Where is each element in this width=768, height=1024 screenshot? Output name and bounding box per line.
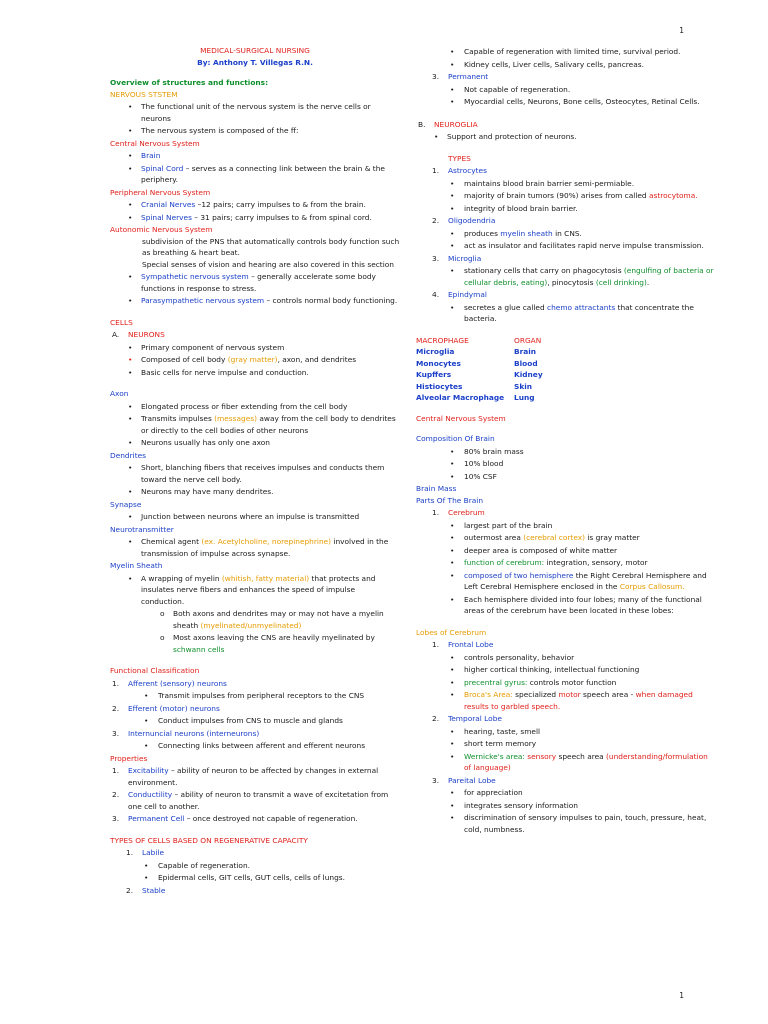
bullet-item [416, 545, 716, 557]
paragraph: subdivision of the PNS that automatically controls body function such as breathing & heart beat. [142, 236, 400, 257]
text-span: Elongated process or fiber extending from the cell body [141, 401, 348, 411]
spacer [416, 404, 716, 413]
text-span: Wernicke's area: [464, 751, 528, 761]
numbered-item [110, 765, 400, 788]
bullet-item [416, 787, 716, 799]
bullet-item [416, 178, 716, 190]
bullet-item [416, 96, 716, 108]
text-span: outermost area [464, 533, 524, 542]
bullet-item [416, 228, 716, 240]
text-span: when damaged results to garbled speech. [464, 690, 693, 711]
text-span: Capable of regeneration with limited time, survival period. [464, 47, 681, 56]
text-span: Microglia [448, 253, 482, 263]
text-span: away from the cell body to dendrites or directly to the cell bodies of other neurons [141, 414, 396, 435]
bullet-item [110, 872, 400, 884]
section-heading: Dendrites [110, 450, 147, 460]
text-span: , pinocytosis [547, 277, 596, 287]
table-cell: Histiocytes [416, 381, 463, 391]
text-span: A wrapping of myelin [141, 573, 222, 583]
item-number: 1. [126, 848, 134, 857]
bullet-item [110, 536, 400, 559]
text-span: Transmit impulses from peripheral receptors to the CNS [158, 691, 365, 700]
item-number: 1. [432, 640, 440, 649]
text-span: controls personality, behavior [464, 652, 575, 662]
text-span: Permanent Cell [128, 814, 185, 823]
numbered-item [110, 728, 400, 740]
text-span: for appreciation [464, 788, 523, 797]
text-span: Oligodendria [448, 216, 496, 225]
text-span: (myelinated/unmyelinated) [200, 620, 302, 630]
text-span: involved in the transmission of impulse across synapse. [141, 537, 389, 558]
text-span: The nervous system is composed of the ff: [141, 126, 299, 135]
table-cell: Skin [514, 381, 533, 391]
bullet-item [110, 462, 400, 485]
text-span: – ability of neuron to transmit a wave of excitetation from one cell to another. [128, 790, 389, 811]
text-span: Afferent (sensory) neurons [128, 678, 227, 688]
section-heading: TYPES OF CELLS BASED ON REGENERATIVE CAPACITY [110, 835, 308, 845]
section-heading: Central Nervous System [416, 413, 506, 423]
numbered-item [416, 119, 716, 131]
text-span: Not capable of regeneration. [464, 84, 571, 94]
bullet-item [110, 199, 400, 211]
bullet-item [416, 190, 716, 202]
text-span: (whitish, fatty material) [221, 573, 310, 583]
section-heading: Brain Mass [416, 484, 457, 493]
bullet-item [416, 84, 716, 96]
text-span: Each hemisphere divided into four lobes; many of the functional areas of the cerebrum have been located in these lobes: [464, 594, 702, 615]
text-span: Efferent (motor) neurons [128, 703, 220, 713]
text-span: Spinal Nerves [141, 212, 192, 222]
section-heading: Overview of structures and functions: [110, 78, 269, 87]
right-column [416, 45, 716, 836]
bullet-item [110, 295, 400, 307]
item-number: A. [112, 330, 120, 339]
text-span: Brain [141, 151, 161, 160]
section-heading: Parts Of The Brain [416, 495, 484, 505]
section-heading: NERVOUS STSTEM [110, 89, 178, 99]
text-span: Epindymal [448, 290, 487, 299]
bullet-item [416, 240, 716, 252]
bullet-item [110, 342, 400, 354]
text-span: – ability of neuron to be affected by changes in external environment. [128, 766, 379, 787]
text-span: Excitability [128, 766, 169, 775]
text-span: (cerebral cortex) [523, 533, 585, 542]
bullet-item [416, 557, 716, 569]
item-number: 3. [432, 775, 440, 785]
text-span: –12 pairs; carry impulses to & from the brain. [195, 200, 366, 209]
text-span: The functional unit of the nervous system is the nerve cells or neurons [141, 102, 371, 123]
section-heading: Lobes of Cerebrum [416, 627, 487, 637]
item-number: 1. [432, 508, 440, 517]
text-span: myelin sheath [500, 228, 553, 238]
bullet-item [110, 212, 400, 224]
bullet-item [110, 125, 400, 137]
bullet-item [110, 608, 400, 631]
text-span: – once destroyed not capable of regeneration. [184, 814, 358, 823]
bullet-item [416, 689, 716, 712]
bullet-item [416, 46, 716, 58]
text-span: Support and protection of neurons. [447, 132, 577, 141]
text-span: Short, blanching fibers that receives impulses and conducts them toward the nerve cell body. [141, 463, 385, 484]
text-span: chemo attractants [547, 302, 616, 312]
section-heading: Properties [110, 753, 148, 763]
bullet-item [110, 354, 400, 366]
bullet-item [110, 401, 400, 413]
text-span: Composed of cell body [141, 355, 228, 364]
item-number: 2. [432, 216, 440, 225]
text-span: NEURONS [128, 330, 165, 339]
item-number: B. [418, 119, 426, 129]
text-span: – controls normal body functioning. [264, 296, 398, 305]
text-span: stationary cells that carry on phagocytosis [464, 266, 624, 275]
text-span: Pareital Lobe [448, 775, 496, 785]
bullet-item [416, 594, 716, 617]
text-span: NEUROGLIA [434, 119, 478, 129]
text-span: Cerebrum [448, 508, 485, 517]
numbered-item [416, 165, 716, 177]
macrophage-table [416, 335, 716, 404]
text-span: speech area [556, 751, 607, 761]
numbered-item [416, 253, 716, 265]
section-heading: Axon [110, 389, 129, 398]
text-span: – generally accelerate some body functions in response to stress. [141, 272, 376, 293]
section-heading: Composition Of Brain [416, 434, 495, 443]
numbered-item [110, 813, 400, 825]
numbered-item [416, 71, 716, 83]
item-number: 1. [112, 766, 120, 775]
spacer [110, 379, 400, 388]
section-heading: TYPES [448, 153, 471, 163]
text-span: integrates sensory information [464, 800, 578, 810]
bullet-item [110, 511, 400, 523]
text-span: precentral gyrus: [464, 677, 528, 687]
text-span: schwann cells [173, 644, 225, 654]
text-span: Spinal Cord [141, 163, 184, 173]
spacer [110, 826, 400, 835]
bullet-item [416, 652, 716, 664]
text-span: controls motor function [527, 677, 617, 687]
bullet-item [416, 446, 716, 458]
text-span: Frontal Lobe [448, 640, 494, 649]
spacer [416, 424, 716, 433]
spacer [110, 68, 400, 77]
numbered-item [416, 775, 716, 787]
text-span: Cranial Nerves [141, 200, 196, 209]
text-span: majority of brain tumors (90%) arises from called [464, 191, 649, 200]
text-span: Temporal Lobe [448, 714, 502, 723]
numbered-item [416, 639, 716, 651]
text-span: Astrocytes [448, 166, 487, 175]
bullet-item [110, 690, 400, 702]
section-heading: Peripheral Nervous System [110, 187, 211, 197]
table-cell: Kidney [514, 370, 543, 379]
text-span: speech area - [580, 690, 636, 699]
section-heading: Neurotransmitter [110, 524, 174, 534]
section-heading: Autonomic Nervous System [110, 225, 213, 234]
spacer [416, 144, 716, 153]
text-span: (messages) [214, 414, 258, 423]
table-cell: Lung [514, 393, 535, 402]
section-heading: Myelin Sheath [110, 561, 163, 570]
text-span: Internuncial neurons (interneurons) [128, 728, 260, 738]
text-span: Both axons and dendrites may or may not have a myelin sheath [173, 609, 384, 630]
table-header: MACROPHAGE [416, 335, 469, 345]
text-span: Conduct impulses from CNS to muscle and glands [158, 716, 343, 725]
text-span: composed of two hemisphere [464, 570, 574, 580]
item-number: 3. [432, 72, 440, 81]
text-span: integrity of blood brain barrier. [464, 203, 578, 213]
bullet-item [416, 812, 716, 835]
spacer [110, 656, 400, 665]
page-number-bottom: 1 [679, 991, 684, 1000]
text-span: , axon, and dendrites [277, 355, 357, 364]
paragraph: Special senses of vision and hearing are also covered in this section [142, 259, 394, 269]
text-span: (cell drinking) [595, 277, 647, 287]
numbered-item [416, 215, 716, 227]
table-cell: Microglia [416, 347, 455, 356]
text-span: Junction between neurons where an impulse is transmitted [141, 512, 360, 521]
text-span: sensory [527, 751, 557, 761]
text-span: (engulfing of bacteria or cellular debris, eating) [464, 266, 714, 287]
table-header: ORGAN [514, 335, 542, 345]
text-span: higher cortical thinking, intellectual functioning [464, 665, 640, 674]
left-column [110, 45, 400, 897]
text-span: (ex. Acetylcholine, norepinephrine) [201, 537, 332, 546]
bullet-item [416, 800, 716, 812]
bullet-item [416, 664, 716, 676]
numbered-item [416, 713, 716, 725]
bullet-item [416, 59, 716, 71]
text-span: astrocytoma. [648, 191, 698, 200]
item-number: 3. [112, 728, 120, 738]
text-span: Sympathetic nervous system [141, 272, 249, 281]
text-span: Primary component of nervous system [141, 342, 285, 352]
text-span: Permanent [448, 72, 489, 81]
text-span: Stable [142, 885, 166, 895]
text-span: Epidermal cells, GIT cells, GUT cells, cells of lungs. [158, 873, 345, 882]
bullet-item [416, 203, 716, 215]
item-number: 2. [112, 790, 120, 799]
text-span: specialized [512, 690, 559, 699]
numbered-item [110, 789, 400, 812]
text-span: function of cerebrum: [464, 558, 545, 567]
item-number: 2. [126, 885, 134, 895]
table-cell: Brain [514, 347, 537, 356]
text-span: act as insulator and facilitates rapid nerve impulse transmission. [464, 241, 704, 250]
bullet-item [416, 471, 716, 483]
numbered-item [110, 703, 400, 715]
text-span: 10% blood [464, 459, 504, 468]
bullet-item [110, 740, 400, 752]
text-span: hearing, taste, smell [464, 726, 541, 736]
text-span: Myocardial cells, Neurons, Bone cells, Osteocytes, Retinal Cells. [464, 97, 700, 106]
bullet-item [416, 131, 716, 143]
item-number: 3. [112, 814, 120, 823]
text-span: Neurons usually has only one axon [141, 438, 270, 447]
table-cell: Kupffers [416, 370, 452, 379]
text-span: maintains blood brain barrier semi-permiable. [464, 178, 635, 188]
text-span: Broca's Area: [464, 690, 513, 699]
table-cell: Alveolar Macrophage [416, 393, 505, 402]
numbered-item [110, 329, 400, 341]
text-span: secretes a glue called [464, 302, 548, 312]
text-span: Connecting links between afferent and efferent neurons [158, 741, 366, 750]
numbered-item [110, 847, 400, 859]
bullet-item [110, 486, 400, 498]
numbered-item [110, 678, 400, 690]
text-span: – 31 pairs; carry impulses to & from spinal cord. [191, 212, 372, 222]
numbered-item [416, 289, 716, 301]
bullet-item [416, 751, 716, 774]
table-cell: Monocytes [416, 358, 461, 368]
bullet-item [110, 101, 400, 124]
text-span: Chemical agent [141, 537, 202, 546]
section-heading: Central Nervous System [110, 138, 200, 148]
text-span: Most axons leaving the CNS are heavily myelinated by [173, 633, 375, 642]
bullet-item [110, 632, 400, 655]
text-span: that protects and insulates nerve fibers and enhances the speed of impulse conduction. [141, 573, 376, 606]
text-span: motor [558, 690, 581, 699]
bullet-item [416, 532, 716, 544]
text-span: (gray matter) [227, 355, 278, 364]
section-heading: Synapse [110, 499, 142, 509]
text-span: integration, sensory, motor [544, 558, 648, 567]
bullet-item [416, 265, 716, 288]
text-span: discrimination of sensory impulses to pain, touch, pressure, heat, cold, numbness. [464, 813, 707, 834]
bullet-item [416, 520, 716, 532]
text-span: Basic cells for nerve impulse and conduction. [141, 367, 309, 377]
spacer [416, 326, 716, 335]
bullet-item [110, 271, 400, 294]
item-number: 3. [432, 253, 440, 263]
text-span: deeper area is composed of white matter [464, 545, 618, 555]
text-span: Corpus Callosum. [619, 582, 685, 591]
text-span: 80% brain mass [464, 446, 524, 456]
bullet-item [416, 677, 716, 689]
bullet-item [110, 367, 400, 379]
bullet-item [416, 738, 716, 750]
numbered-item [416, 507, 716, 519]
section-heading: CELLS [110, 317, 133, 327]
text-span: the Right Cerebral Hemisphere and Left Cerebral Hemisphere enclosed in the [464, 570, 707, 591]
text-span: Conductility [128, 790, 173, 799]
bullet-item [110, 150, 400, 162]
bullet-item [110, 715, 400, 727]
bullet-item [110, 860, 400, 872]
text-span: . [646, 277, 650, 287]
spacer [416, 618, 716, 627]
text-span: in CNS. [552, 228, 582, 238]
spacer [416, 109, 716, 118]
text-span: Parasympathetic nervous system [141, 296, 265, 305]
bullet-item [416, 458, 716, 470]
item-number: 2. [112, 703, 120, 713]
text-span: Neurons may have many dendrites. [141, 487, 274, 496]
item-number: 2. [432, 714, 440, 723]
table-cell: Blood [514, 358, 538, 368]
bullet-item [416, 726, 716, 738]
text-span: Labile [142, 848, 164, 857]
text-span: largest part of the brain [464, 520, 553, 530]
text-span: produces [464, 228, 501, 238]
text-span: – serves as a connecting link between the brain & the periphery. [141, 163, 385, 184]
bullet-item [110, 437, 400, 449]
bullet-item [110, 573, 400, 608]
text-span: short term memory [464, 739, 537, 748]
text-span: Kidney cells, Liver cells, Salivary cells, pancreas. [464, 59, 644, 69]
bullet-item [416, 302, 716, 325]
bullet-item [110, 163, 400, 186]
spacer [110, 308, 400, 317]
text-span: Capable of regeneration. [158, 860, 250, 870]
numbered-item [110, 885, 400, 897]
section-heading: MEDICAL-SURGICAL NURSING [200, 46, 310, 55]
bullet-item [110, 413, 400, 436]
page-number-top: 1 [679, 26, 684, 35]
text-span: 10% CSF [464, 471, 497, 481]
item-number: 1. [432, 166, 440, 175]
text-span: Transmits impulses [141, 414, 215, 423]
section-heading: Functional Classification [110, 666, 200, 675]
text-span: (understanding/formulation of language) [464, 751, 708, 772]
section-heading: By: Anthony T. Villegas R.N. [197, 57, 313, 67]
item-number: 4. [432, 290, 440, 299]
bullet-item [416, 570, 716, 593]
item-number: 1. [112, 678, 120, 688]
text-span: that concentrate the bacteria. [464, 302, 694, 323]
text-span: is gray matter [585, 533, 640, 542]
